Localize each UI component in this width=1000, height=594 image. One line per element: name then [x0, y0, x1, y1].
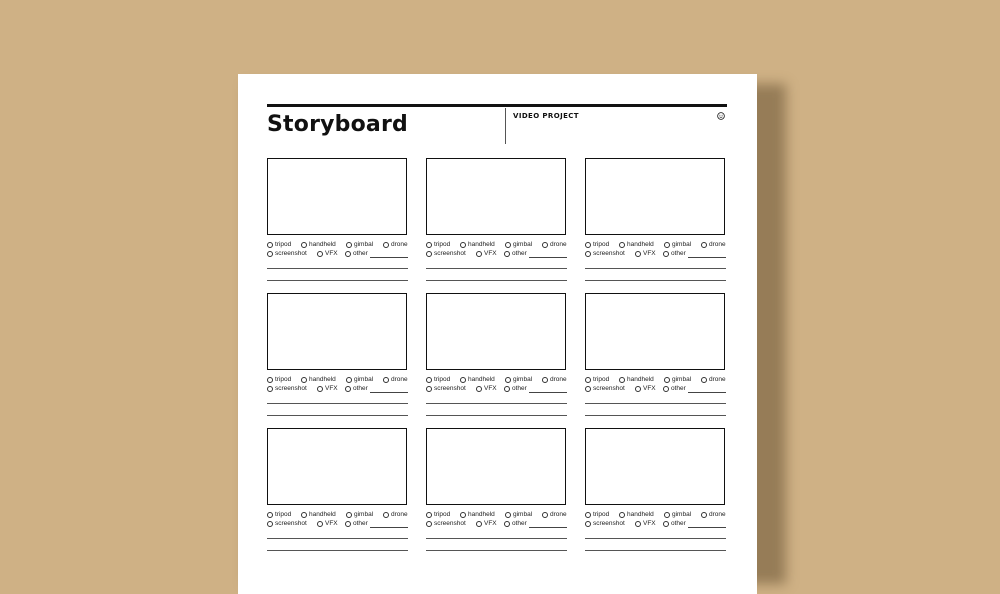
option-handheld[interactable] — [301, 376, 336, 383]
radio-circle-icon[interactable] — [426, 251, 432, 257]
option-label: handheld — [309, 511, 336, 518]
radio-circle-icon[interactable] — [635, 521, 641, 527]
radio-circle-icon[interactable] — [542, 377, 548, 383]
option-label: screenshot — [593, 385, 625, 392]
option-label: gimbal — [354, 376, 374, 383]
option-label: screenshot — [593, 250, 625, 257]
notes-line[interactable] — [585, 415, 726, 416]
option-other[interactable] — [663, 385, 686, 392]
option-screenshot[interactable] — [585, 520, 625, 527]
option-vfx[interactable] — [635, 250, 656, 257]
option-drone[interactable] — [383, 376, 408, 383]
project-label: VIDEO PROJECT — [513, 112, 579, 120]
radio-circle-icon[interactable] — [635, 251, 641, 257]
option-label: VFX — [484, 250, 497, 257]
option-label: drone — [391, 511, 408, 518]
option-tripod[interactable] — [426, 376, 450, 383]
radio-circle-icon[interactable] — [504, 386, 510, 392]
radio-circle-icon[interactable] — [267, 377, 273, 383]
option-tripod[interactable] — [267, 241, 291, 248]
radio-circle-icon[interactable] — [663, 521, 669, 527]
radio-circle-icon[interactable] — [460, 512, 466, 518]
radio-circle-icon[interactable] — [635, 386, 641, 392]
option-label: gimbal — [672, 376, 692, 383]
option-drone[interactable] — [701, 241, 726, 248]
option-screenshot[interactable] — [267, 520, 307, 527]
option-label: tripod — [434, 376, 451, 383]
option-label: handheld — [468, 241, 495, 248]
radio-circle-icon[interactable] — [426, 242, 432, 248]
option-gimbal[interactable] — [664, 511, 691, 518]
storyboard-frame — [426, 293, 567, 392]
radio-circle-icon[interactable] — [267, 386, 273, 392]
option-label: gimbal — [672, 511, 692, 518]
option-handheld[interactable] — [460, 241, 495, 248]
option-label: handheld — [627, 376, 654, 383]
option-gimbal[interactable] — [505, 511, 532, 518]
smiley-icon — [717, 112, 725, 120]
radio-circle-icon[interactable] — [585, 512, 591, 518]
option-label: drone — [709, 241, 726, 248]
radio-circle-icon[interactable] — [301, 377, 307, 383]
option-drone[interactable] — [383, 511, 408, 518]
option-other[interactable] — [663, 520, 686, 527]
option-screenshot[interactable] — [426, 520, 466, 527]
header-rule — [267, 104, 727, 107]
option-label: drone — [550, 511, 567, 518]
shot-options-row — [426, 511, 567, 520]
radio-circle-icon[interactable] — [346, 242, 352, 248]
shot-options-row — [585, 250, 726, 259]
option-label: gimbal — [672, 241, 692, 248]
storyboard-frame — [267, 293, 408, 392]
option-label: drone — [550, 241, 567, 248]
radio-circle-icon[interactable] — [317, 251, 323, 257]
option-label: screenshot — [275, 250, 307, 257]
option-label: tripod — [275, 376, 292, 383]
notes-line[interactable] — [585, 403, 726, 404]
option-label: screenshot — [275, 520, 307, 527]
notes-line[interactable] — [585, 550, 726, 551]
notes-line[interactable] — [426, 538, 567, 539]
shot-options-row — [585, 385, 726, 394]
option-label: gimbal — [513, 241, 533, 248]
notes-line[interactable] — [426, 415, 567, 416]
radio-circle-icon[interactable] — [426, 377, 432, 383]
shot-options-row — [267, 376, 408, 385]
option-tripod[interactable] — [426, 511, 450, 518]
option-gimbal[interactable] — [346, 376, 373, 383]
option-vfx[interactable] — [317, 250, 338, 257]
option-gimbal[interactable] — [664, 241, 691, 248]
notes-line[interactable] — [426, 550, 567, 551]
other-write-in-line[interactable] — [529, 392, 567, 393]
option-label: VFX — [643, 250, 656, 257]
radio-circle-icon[interactable] — [505, 512, 511, 518]
shot-options-row — [426, 250, 567, 259]
option-label: screenshot — [275, 385, 307, 392]
radio-circle-icon[interactable] — [701, 242, 707, 248]
shot-options-row — [585, 376, 726, 385]
option-drone[interactable] — [542, 376, 567, 383]
radio-circle-icon[interactable] — [585, 377, 591, 383]
storyboard-frame — [585, 158, 726, 257]
storyboard-frame — [426, 158, 567, 257]
notes-line[interactable] — [426, 268, 567, 269]
other-write-in-line[interactable] — [529, 527, 567, 528]
radio-circle-icon[interactable] — [476, 251, 482, 257]
radio-circle-icon[interactable] — [346, 512, 352, 518]
option-label: drone — [391, 241, 408, 248]
option-other[interactable] — [345, 520, 368, 527]
radio-circle-icon[interactable] — [346, 377, 352, 383]
radio-circle-icon[interactable] — [619, 512, 625, 518]
option-handheld[interactable] — [460, 511, 495, 518]
notes-line[interactable] — [267, 280, 408, 281]
other-write-in-line[interactable] — [688, 527, 726, 528]
other-write-in-line[interactable] — [370, 257, 408, 258]
other-write-in-line[interactable] — [688, 257, 726, 258]
option-label: handheld — [468, 376, 495, 383]
radio-circle-icon[interactable] — [505, 242, 511, 248]
radio-circle-icon[interactable] — [542, 242, 548, 248]
option-vfx[interactable] — [635, 520, 656, 527]
sketch-box[interactable] — [426, 428, 566, 505]
option-label: handheld — [468, 511, 495, 518]
radio-circle-icon[interactable] — [383, 512, 389, 518]
option-gimbal[interactable] — [505, 376, 532, 383]
option-vfx[interactable] — [317, 520, 338, 527]
radio-circle-icon[interactable] — [267, 512, 273, 518]
option-drone[interactable] — [701, 511, 726, 518]
option-label: VFX — [325, 250, 338, 257]
notes-line[interactable] — [267, 268, 408, 269]
notes-line[interactable] — [426, 403, 567, 404]
sketch-box[interactable] — [267, 293, 407, 370]
option-label: tripod — [434, 241, 451, 248]
radio-circle-icon[interactable] — [267, 521, 273, 527]
option-label: drone — [550, 376, 567, 383]
option-label: VFX — [643, 520, 656, 527]
sketch-box[interactable] — [267, 428, 407, 505]
option-tripod[interactable] — [585, 241, 609, 248]
radio-circle-icon[interactable] — [301, 512, 307, 518]
radio-circle-icon[interactable] — [585, 386, 591, 392]
radio-circle-icon[interactable] — [267, 242, 273, 248]
notes-line[interactable] — [585, 280, 726, 281]
radio-circle-icon[interactable] — [460, 242, 466, 248]
shot-options-row — [426, 520, 567, 529]
option-label: other — [353, 520, 368, 527]
radio-circle-icon[interactable] — [317, 521, 323, 527]
notes-line[interactable] — [267, 550, 408, 551]
option-drone[interactable] — [701, 376, 726, 383]
sketch-box[interactable] — [426, 293, 566, 370]
option-tripod[interactable] — [267, 376, 291, 383]
storyboard-sheet — [238, 74, 757, 594]
option-label: drone — [391, 376, 408, 383]
shot-options-row — [267, 241, 408, 250]
option-vfx[interactable] — [476, 250, 497, 257]
shot-options-row — [585, 241, 726, 250]
radio-circle-icon[interactable] — [585, 251, 591, 257]
option-screenshot[interactable] — [585, 250, 625, 257]
radio-circle-icon[interactable] — [504, 251, 510, 257]
radio-circle-icon[interactable] — [505, 377, 511, 383]
option-other[interactable] — [504, 520, 527, 527]
radio-circle-icon[interactable] — [383, 242, 389, 248]
option-label: tripod — [593, 511, 610, 518]
storyboard-frame — [585, 428, 726, 527]
option-label: handheld — [627, 241, 654, 248]
option-label: VFX — [325, 520, 338, 527]
storyboard-frame — [267, 158, 408, 257]
sketch-box[interactable] — [585, 428, 725, 505]
shot-options-row — [267, 250, 408, 259]
option-label: gimbal — [513, 511, 533, 518]
radio-circle-icon[interactable] — [476, 521, 482, 527]
sketch-box[interactable] — [585, 293, 725, 370]
sketch-box[interactable] — [585, 158, 725, 235]
radio-circle-icon[interactable] — [345, 386, 351, 392]
option-handheld[interactable] — [619, 511, 654, 518]
radio-circle-icon[interactable] — [585, 242, 591, 248]
shot-options-row — [267, 520, 408, 529]
option-label: VFX — [484, 385, 497, 392]
option-label: handheld — [309, 241, 336, 248]
radio-circle-icon[interactable] — [317, 386, 323, 392]
option-screenshot[interactable] — [426, 250, 466, 257]
option-other[interactable] — [345, 250, 368, 257]
storyboard-frame — [267, 428, 408, 527]
option-drone[interactable] — [542, 241, 567, 248]
option-vfx[interactable] — [476, 520, 497, 527]
shot-options-row — [585, 511, 726, 520]
option-other[interactable] — [504, 250, 527, 257]
radio-circle-icon[interactable] — [426, 386, 432, 392]
other-write-in-line[interactable] — [529, 257, 567, 258]
option-other[interactable] — [345, 385, 368, 392]
radio-circle-icon[interactable] — [426, 512, 432, 518]
option-label: other — [353, 385, 368, 392]
option-vfx[interactable] — [476, 385, 497, 392]
radio-circle-icon[interactable] — [663, 251, 669, 257]
radio-circle-icon[interactable] — [542, 512, 548, 518]
option-label: other — [671, 250, 686, 257]
option-label: gimbal — [354, 241, 374, 248]
storyboard-frame — [585, 293, 726, 392]
option-label: screenshot — [593, 520, 625, 527]
radio-circle-icon[interactable] — [585, 521, 591, 527]
option-vfx[interactable] — [635, 385, 656, 392]
other-write-in-line[interactable] — [370, 392, 408, 393]
option-label: other — [671, 520, 686, 527]
option-gimbal[interactable] — [664, 376, 691, 383]
radio-circle-icon[interactable] — [267, 251, 273, 257]
other-write-in-line[interactable] — [370, 527, 408, 528]
option-screenshot[interactable] — [426, 385, 466, 392]
radio-circle-icon[interactable] — [664, 242, 670, 248]
option-label: handheld — [309, 376, 336, 383]
option-label: tripod — [275, 241, 292, 248]
option-label: screenshot — [434, 385, 466, 392]
radio-circle-icon[interactable] — [663, 386, 669, 392]
shot-options-row — [585, 520, 726, 529]
radio-circle-icon[interactable] — [664, 377, 670, 383]
radio-circle-icon[interactable] — [476, 386, 482, 392]
page-title: Storyboard — [267, 112, 408, 137]
option-label: other — [512, 250, 527, 257]
option-label: other — [671, 385, 686, 392]
option-tripod[interactable] — [585, 511, 609, 518]
option-label: tripod — [593, 241, 610, 248]
option-other[interactable] — [504, 385, 527, 392]
radio-circle-icon[interactable] — [619, 242, 625, 248]
option-label: other — [512, 520, 527, 527]
option-handheld[interactable] — [619, 241, 654, 248]
option-label: VFX — [643, 385, 656, 392]
header-divider — [505, 108, 506, 144]
shot-options-row — [267, 511, 408, 520]
option-label: other — [353, 250, 368, 257]
option-label: tripod — [434, 511, 451, 518]
notes-line[interactable] — [267, 538, 408, 539]
option-vfx[interactable] — [317, 385, 338, 392]
shot-options-row — [267, 385, 408, 394]
option-gimbal[interactable] — [346, 241, 373, 248]
radio-circle-icon[interactable] — [504, 521, 510, 527]
shot-options-row — [426, 241, 567, 250]
radio-circle-icon[interactable] — [345, 521, 351, 527]
notes-line[interactable] — [267, 403, 408, 404]
shot-options-row — [426, 385, 567, 394]
option-label: drone — [709, 511, 726, 518]
option-label: VFX — [325, 385, 338, 392]
option-tripod[interactable] — [267, 511, 291, 518]
option-tripod[interactable] — [585, 376, 609, 383]
option-label: other — [512, 385, 527, 392]
option-label: drone — [709, 376, 726, 383]
notes-line[interactable] — [585, 538, 726, 539]
option-gimbal[interactable] — [346, 511, 373, 518]
option-label: VFX — [484, 520, 497, 527]
option-screenshot[interactable] — [267, 385, 307, 392]
option-label: tripod — [275, 511, 292, 518]
radio-circle-icon[interactable] — [619, 377, 625, 383]
option-drone[interactable] — [383, 241, 408, 248]
radio-circle-icon[interactable] — [664, 512, 670, 518]
radio-circle-icon[interactable] — [301, 242, 307, 248]
option-label: screenshot — [434, 520, 466, 527]
option-label: handheld — [627, 511, 654, 518]
option-label: screenshot — [434, 250, 466, 257]
shot-options-row — [426, 376, 567, 385]
option-drone[interactable] — [542, 511, 567, 518]
radio-circle-icon[interactable] — [701, 512, 707, 518]
option-handheld[interactable] — [301, 511, 336, 518]
radio-circle-icon[interactable] — [345, 251, 351, 257]
sketch-box[interactable] — [267, 158, 407, 235]
storyboard-frame — [426, 428, 567, 527]
option-handheld[interactable] — [619, 376, 654, 383]
option-handheld[interactable] — [460, 376, 495, 383]
option-screenshot[interactable] — [267, 250, 307, 257]
notes-line[interactable] — [585, 268, 726, 269]
option-screenshot[interactable] — [585, 385, 625, 392]
sketch-box[interactable] — [426, 158, 566, 235]
notes-line[interactable] — [267, 415, 408, 416]
option-other[interactable] — [663, 250, 686, 257]
option-label: gimbal — [513, 376, 533, 383]
other-write-in-line[interactable] — [688, 392, 726, 393]
option-gimbal[interactable] — [505, 241, 532, 248]
radio-circle-icon[interactable] — [460, 377, 466, 383]
option-label: gimbal — [354, 511, 374, 518]
radio-circle-icon[interactable] — [701, 377, 707, 383]
radio-circle-icon[interactable] — [426, 521, 432, 527]
notes-line[interactable] — [426, 280, 567, 281]
option-tripod[interactable] — [426, 241, 450, 248]
option-label: tripod — [593, 376, 610, 383]
radio-circle-icon[interactable] — [383, 377, 389, 383]
option-handheld[interactable] — [301, 241, 336, 248]
